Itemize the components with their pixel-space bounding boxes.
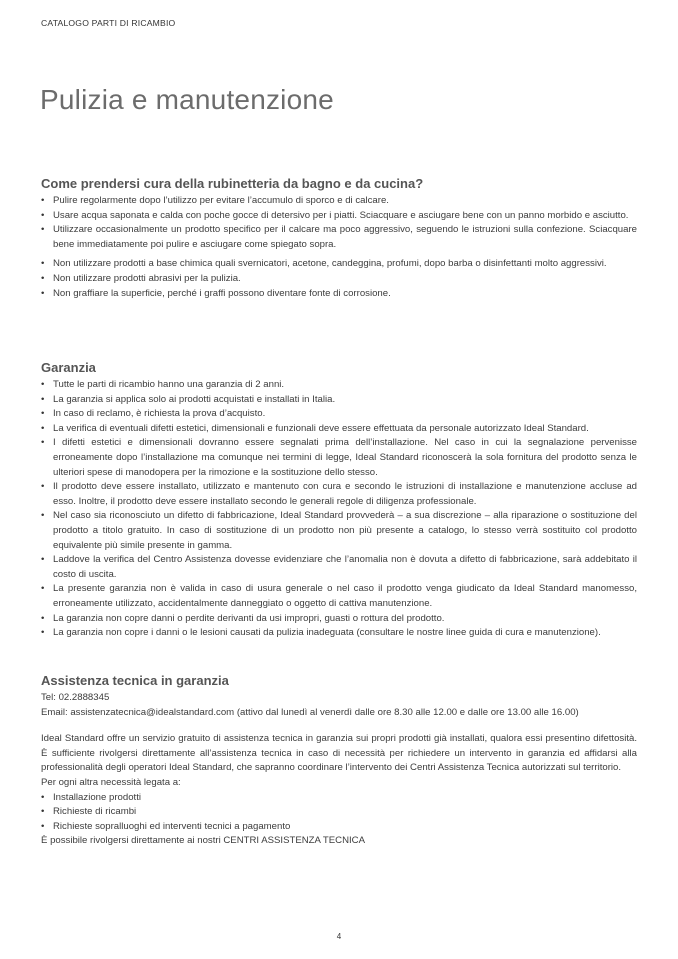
care-section	[41, 176, 637, 301]
assistance-paragraph: Ideal Standard offre un servizio gratuito di assistenza tecnica in garanzia sui propri prodotti già installati, qualora essi presentino difettosità. È sufficiente rivolgersi direttamente all’assistenza tecnica in caso di necessità per richiedere un intervento in garanzia ed affidarsi alla professionalità degli operatori Ideal Standard, che sapranno coordinare l’intervento dei Centri Assistenza Tecnica autorizzati sul territorio.	[41, 733, 637, 774]
warranty-section-title: Garanzia	[41, 360, 96, 375]
list-item: • Pulire regolarmente dopo l’utilizzo per evitare l’accumulo di sporco e di calcare.	[41, 194, 637, 209]
list-item: • La verifica di eventuali difetti estetici, dimensionali e funzionali deve essere effettuata da personale autorizzato Ideal Standard.	[41, 422, 637, 437]
catalog-label: CATALOGO PARTI DI RICAMBIO	[41, 18, 176, 28]
assistance-section-title: Assistenza tecnica in garanzia	[41, 673, 229, 688]
list-item: • Utilizzare occasionalmente un prodotto specifico per il calcare ma poco aggressivo, seguendo le istruzioni sulla confezione. Sciacquare bene immediatamente poi pulire e asciugare come spiegato sopra.	[41, 223, 637, 252]
warranty-section	[41, 360, 637, 641]
list-item: • Non utilizzare prodotti a base chimica quali svernicatori, acetone, candeggina, profumi, dopo barba o disinfettanti molto aggressivi.	[41, 257, 637, 272]
page-number: 4	[336, 932, 342, 941]
assistance-section	[41, 673, 637, 849]
list-item: • La garanzia non copre danni o perdite derivanti da usi impropri, guasti o rottura del prodotto.	[41, 612, 637, 627]
list-item: • Tutte le parti di ricambio hanno una garanzia di 2 anni.	[41, 378, 637, 393]
list-item: • La garanzia si applica solo ai prodotti acquistati e installati in Italia.	[41, 393, 637, 408]
assistance-email: Email: assistenzatecnica@idealstandard.com (attivo dal lunedì al venerdì dalle ore 8.30 alle 12.00 e dalle ore 13.00 alle 16.00)	[41, 706, 579, 718]
warranty-list	[41, 378, 637, 641]
list-item: • Installazione prodotti	[41, 791, 637, 806]
assistance-closing: È possibile rivolgersi direttamente ai nostri CENTRI ASSISTENZA TECNICA	[41, 835, 365, 847]
assistance-intro: Per ogni altra necessità legata a:	[41, 776, 181, 788]
assistance-list	[41, 791, 637, 835]
list-item: • Non graffiare la superficie, perché i graffi possono diventare fonte di corrosione.	[41, 287, 637, 302]
list-item: • La garanzia non copre i danni o le lesioni causati da pulizia inadeguata (consultare le nostre linee guida di cura e manutenzione).	[41, 626, 637, 641]
assistance-tel: Tel: 02.2888345	[41, 692, 110, 703]
care-section-title: Come prendersi cura della rubinetteria da bagno e da cucina?	[41, 176, 424, 191]
list-item: • Usare acqua saponata e calda con poche gocce di detersivo per i piatti. Sciacquare e asciugare bene con un panno morbido e asciutto.	[41, 209, 637, 224]
page-title: Pulizia e manutenzione	[40, 84, 334, 115]
list-item: • La presente garanzia non è valida in caso di usura generale o nel caso il prodotto venga giudicato da Ideal Standard manomesso, erroneamente utilizzato, accidentalmente danneggiato o oggetto di cattiva manutenzione.	[41, 582, 637, 611]
list-item: • I difetti estetici e dimensionali dovranno essere segnalati prima dell’installazione. Nel caso in cui la segnalazione pervenisse erroneamente dopo l’installazione ma comunque nei termini di legge, Ideal Standard riconoscerà la sola fornitura del prodotto senza le ulteriori spese di manodopera per la rimozione e la sostituzione dello stesso.	[41, 436, 637, 480]
list-item: • Nel caso sia riconosciuto un difetto di fabbricazione, Ideal Standard provvederà – a sua discrezione – alla riparazione o sostituzione del prodotto a titolo gratuito. In caso di sostituzione di un prodotto non più presente a catalogo, lo stesso verrà sostituito col prodotto equivalente più simile presente in gamma.	[41, 509, 637, 553]
care-list-b	[41, 257, 637, 301]
list-item: • Richieste di ricambi	[41, 805, 637, 820]
list-item: • Laddove la verifica del Centro Assistenza dovesse evidenziare che l’anomalia non è dovuta a difetto di fabbricazione, sarà addebitato il costo di uscita.	[41, 553, 637, 582]
care-list-a	[41, 194, 637, 252]
list-item: • Il prodotto deve essere installato, utilizzato e mantenuto con cura e secondo le istruzioni di installazione e manutenzione accluse ad esso. Inoltre, il prodotto deve essere installato secondo le generali regole di diligenza professionale.	[41, 480, 637, 509]
list-item: • In caso di reclamo, è richiesta la prova d’acquisto.	[41, 407, 637, 422]
list-item: • Non utilizzare prodotti abrasivi per la pulizia.	[41, 272, 637, 287]
list-item: • Richieste sopralluoghi ed interventi tecnici a pagamento	[41, 820, 637, 835]
